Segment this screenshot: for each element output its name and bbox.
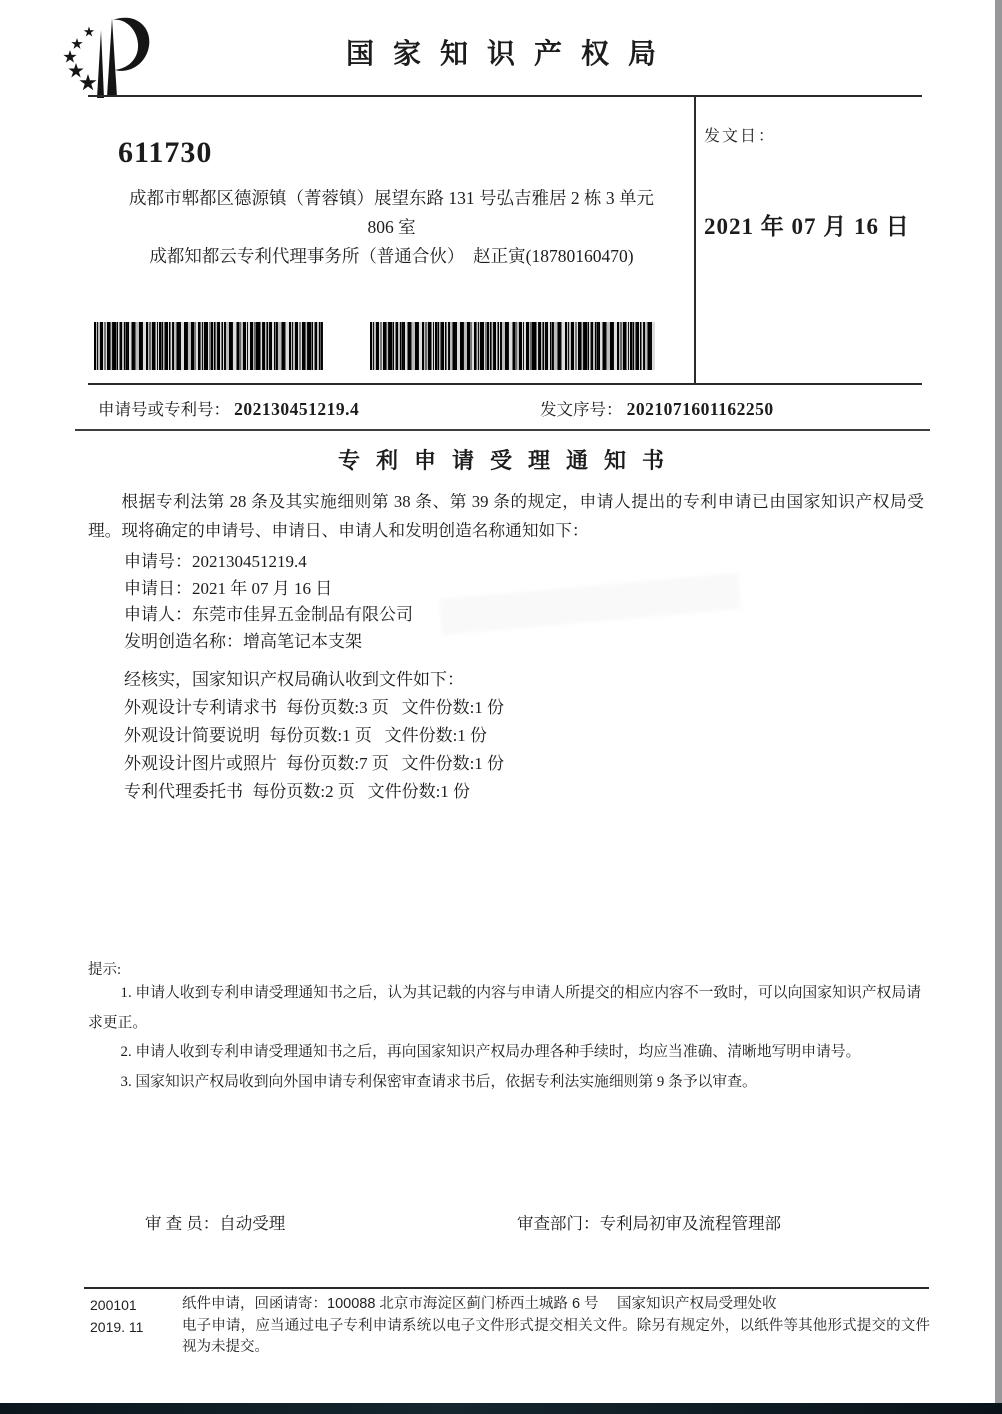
barcode-section-divider bbox=[88, 383, 922, 385]
detail-value: 2021 年 07 月 16 日 bbox=[192, 578, 333, 598]
received-doc-row bbox=[124, 778, 504, 806]
examiner-field bbox=[145, 1210, 285, 1234]
form-codes bbox=[90, 1295, 143, 1338]
detail-row bbox=[124, 629, 413, 656]
detail-row bbox=[124, 549, 413, 576]
doc-name: 外观设计专利请求书 bbox=[124, 698, 277, 717]
examiner-label: 审 查 员： bbox=[145, 1214, 220, 1233]
header-divider bbox=[88, 95, 922, 97]
form-version: 2019. 11 bbox=[90, 1318, 144, 1335]
barcode-application bbox=[94, 322, 323, 370]
doc-pages: 每份页数:1 页 bbox=[269, 726, 372, 745]
notice-title: 专利申请受理通知书 bbox=[337, 448, 680, 473]
detail-value: 增高笔记本支架 bbox=[243, 631, 362, 651]
tip-item: 2. 申请人收到专利申请受理通知书之后，再向国家知识产权局办理各种手续时，均应当准确、清晰地写明申请号。 bbox=[120, 1044, 861, 1060]
dispatch-serial-field bbox=[540, 396, 774, 420]
department-value: 专利局初审及流程管理部 bbox=[599, 1214, 781, 1233]
notice-intro: 根据专利法第 28 条及其实施细则第 38 条、第 39 条的规定，申请人提出的专利申请已由国家知识产权局受理。现将确定的申请号、申请日、申请人和发明创造名称通知如下： bbox=[88, 492, 924, 540]
received-intro: 经核实，国家知识产权局确认收到文件如下： bbox=[124, 670, 464, 689]
doc-copies: 文件份数:1 份 bbox=[384, 726, 488, 745]
agent-line: 成都知都云专利代理事务所（普通合伙） 赵正寅(18780160470) bbox=[149, 246, 634, 266]
doc-pages: 每份页数:7 页 bbox=[286, 754, 389, 773]
department-field bbox=[517, 1210, 781, 1234]
footer-paper-line: 纸件申请，回函请寄：100088 北京市海淀区蓟门桥西土城路 6 号 国家知识产权局受理处收 bbox=[182, 1296, 777, 1312]
doc-pages: 每份页数:3 页 bbox=[286, 698, 389, 717]
tips-heading: 提示: bbox=[88, 962, 122, 978]
doc-copies: 文件份数:1 份 bbox=[401, 754, 505, 773]
dispatch-date-label: 发文日： bbox=[704, 128, 777, 145]
footer-divider bbox=[84, 1287, 929, 1289]
detail-row bbox=[124, 602, 413, 629]
examiner-value: 自动受理 bbox=[219, 1214, 286, 1233]
barcode-dispatch bbox=[370, 322, 655, 370]
dispatch-serial-value: 2021071601162250 bbox=[626, 399, 774, 419]
doc-name: 专利代理委托书 bbox=[124, 782, 243, 801]
dispatch-serial-label: 发文序号： bbox=[540, 400, 623, 419]
tip-item: 1. 申请人收到专利申请受理通知书之后，认为其记载的内容与申请人所提交的相应内容不一致时，可以向国家知识产权局请求更正。 bbox=[88, 985, 921, 1031]
doc-copies: 文件份数:1 份 bbox=[367, 782, 471, 801]
address-line-1: 成都市郫都区德源镇（菁蓉镇）展望东路 131 号弘吉雅居 2 栋 3 单元 bbox=[129, 188, 654, 208]
agency-title: 国家知识产权局 bbox=[345, 39, 675, 70]
footer-electronic-line: 电子申请，应当通过电子专利申请系统以电子文件形式提交相关文件。除另有规定外，以纸件等其他形式提交的文件视为未提交。 bbox=[182, 1317, 930, 1355]
footer-instructions bbox=[182, 1294, 930, 1359]
detail-value: 202130451219.4 bbox=[192, 552, 307, 571]
detail-value: 东莞市佳昇五金制品有限公司 bbox=[192, 605, 413, 624]
application-details bbox=[124, 549, 413, 655]
postal-code: 611730 bbox=[118, 136, 213, 169]
doc-name: 外观设计图片或照片 bbox=[124, 754, 277, 773]
received-documents bbox=[124, 666, 504, 806]
department-label: 审查部门： bbox=[517, 1214, 600, 1233]
received-doc-row bbox=[124, 722, 504, 750]
reference-row-divider bbox=[75, 429, 930, 431]
received-doc-row bbox=[124, 694, 504, 722]
recipient-address bbox=[88, 184, 695, 271]
detail-label: 申请日： bbox=[124, 578, 192, 598]
detail-label: 发明创造名称： bbox=[124, 631, 243, 651]
scan-smudge bbox=[439, 573, 741, 635]
detail-label: 申请号： bbox=[124, 552, 192, 571]
application-number-field bbox=[98, 396, 359, 420]
received-doc-row bbox=[124, 750, 504, 778]
application-number-label: 申请号或专利号： bbox=[98, 400, 230, 419]
application-number-value: 202130451219.4 bbox=[234, 399, 360, 419]
scan-edge-right bbox=[995, 0, 1002, 1414]
doc-copies: 文件份数:1 份 bbox=[401, 698, 505, 717]
address-line-2: 806 室 bbox=[367, 217, 416, 237]
form-code: 200101 bbox=[90, 1297, 137, 1313]
detail-label: 申请人： bbox=[124, 605, 192, 624]
dispatch-date-value: 2021 年 07 月 16 日 bbox=[704, 214, 910, 239]
doc-pages: 每份页数:2 页 bbox=[252, 782, 355, 801]
tip-item: 3. 国家知识产权局收到向外国申请专利保密审查请求书后，依据专利法实施细则第 9 条予以审查。 bbox=[120, 1073, 757, 1090]
detail-row bbox=[124, 576, 413, 603]
doc-name: 外观设计简要说明 bbox=[124, 726, 260, 745]
scan-edge-bottom bbox=[0, 1403, 1002, 1414]
tips-list bbox=[88, 979, 921, 1097]
